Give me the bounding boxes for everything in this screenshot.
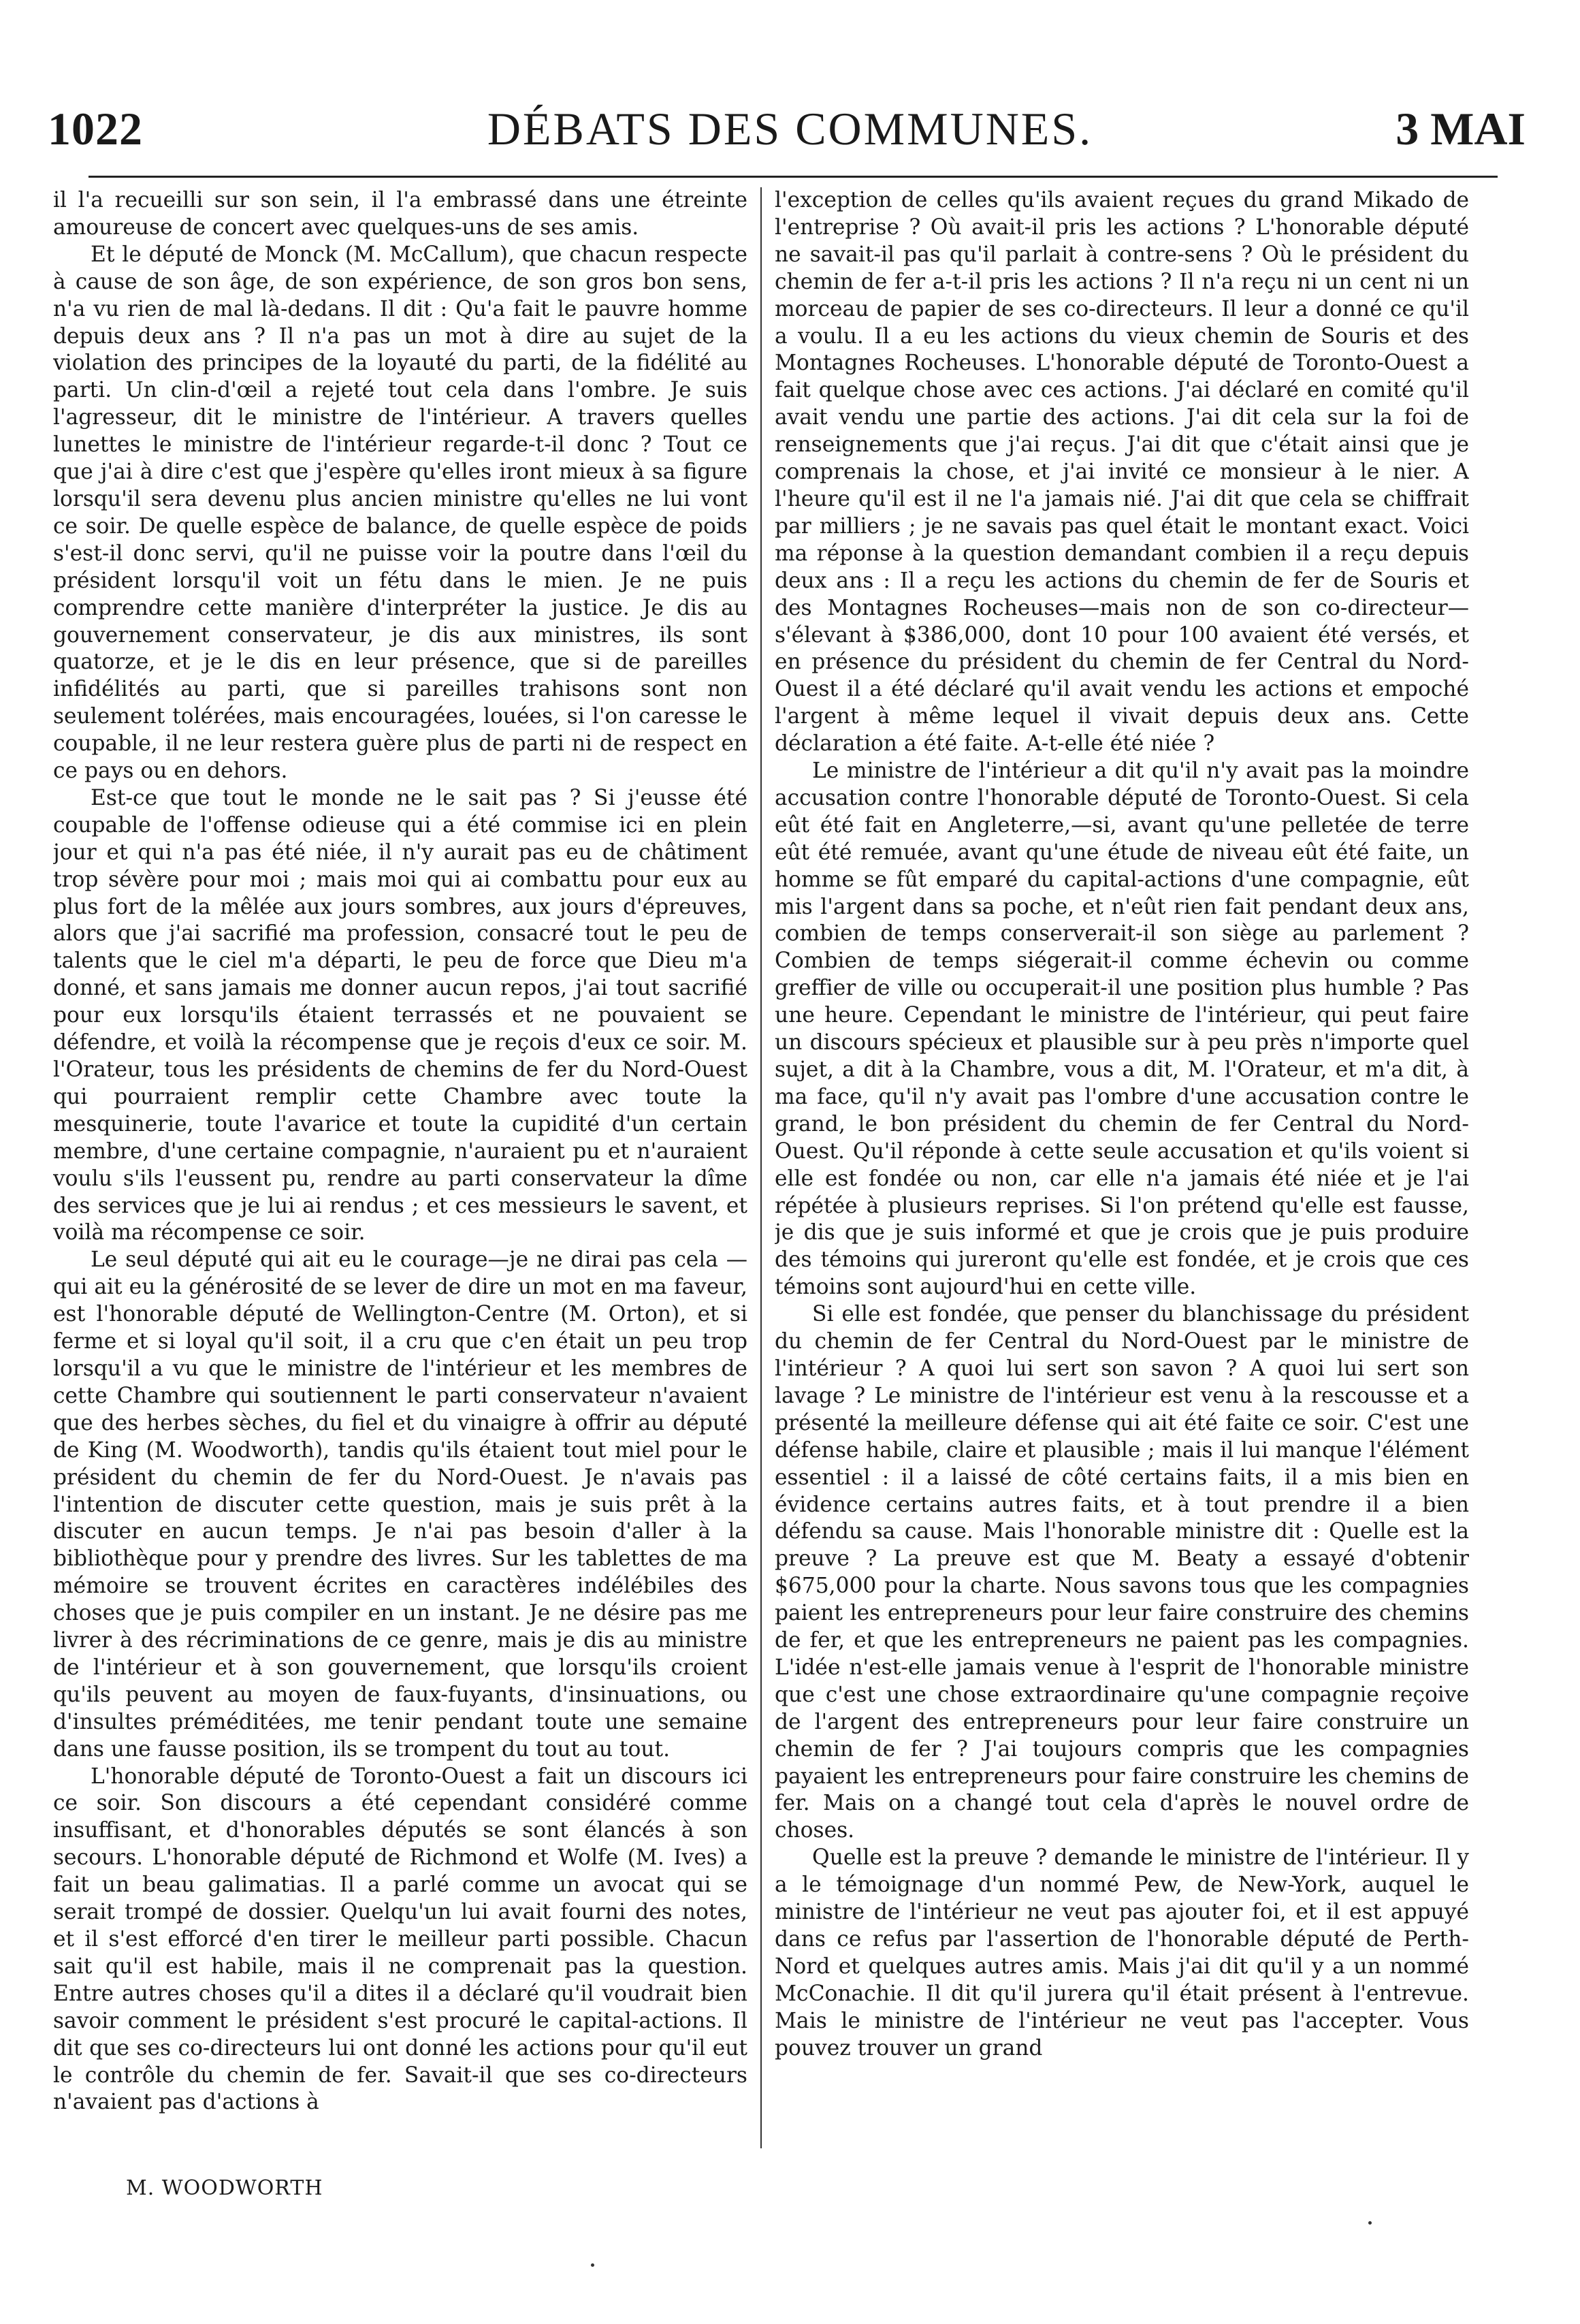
print-speck xyxy=(1368,2221,1372,2225)
paragraph: il l'a recueilli sur son sein, il l'a embrassé dans une étreinte amoureuse de concert avec quelques-uns de ses amis. xyxy=(53,188,747,240)
page-date: 3 MAI xyxy=(1396,103,1526,155)
paragraph: Le ministre de l'intérieur a dit qu'il n'y avait pas la moindre accusation contre l'honorable député de Toronto-Ouest. Si cela eût été fait en Angleterre,—si, avant qu'une pelletée de terre eût été remuée, avant qu'une étude de niveau eût été faite, un homme se fût emparé du capital-actions d'une compagnie, eût mis l'argent dans sa poche, et n'eût rien fait pendant deux ans, combien de temps conserverait-il son siège au parlement ? Combien de temps siégerait-il comme échevin ou comme greffier de ville ou occuperait-il une position plus humble ? Pas une heure. Cependant le ministre de l'intérieur, qui peut faire un discours spécieux et plausible sur à peu près n'importe quel sujet, a dit à la Chambre, vous a dit, M. l'Orateur, et m'a dit, à ma face, qu'il n'y avait pas l'ombre d'une accusation contre le grand, le bon président du chemin de fer Central du Nord-Ouest. Qu'il réponde à cette seule accusation et qu'ils voient si elle est fondée ou non, car elle n'a jamais été niée et je l'ai répétée à plusieurs reprises. Si l'on prétend qu'elle est fausse, je dis que je suis informé et que je crois que je puis produire des témoins qui jureront qu'elle est fondée, et je crois que ces témoins sont aujourd'hui en cette ville. xyxy=(775,759,1469,1300)
paragraph: Si elle est fondée, que penser du blanchissage du président du chemin de fer Central du Nord-Ouest par le ministre de l'intérieur ? A quoi lui sert son savon ? A quoi lui sert son lavage ? Le ministre de l'intérieur est venu à la rescousse et a présenté la meilleure défense qui ait été faite ce soir. C'est une défense habile, claire et plausible ; mais il lui manque l'élément essentiel : il a laissé de côté certains faits, il a mis bien en évidence certains autres faits, et à tout prendre il a bien défendu sa cause. Mais l'honorable ministre dit : Quelle est la preuve ? La preuve est que M. Beaty a essayé d'obtenir $675,000 pour la charte. Nous savons tous que les compagnies paient les entrepreneurs pour leur faire construire des chemins de fer, et que les entrepreneurs ne paient pas les compagnies. L'idée n'est-elle jamais venue à l'esprit de l'honorable ministre que c'est une chose extraordinaire qu'une compagnie reçoive de l'argent des entrepreneurs pour leur faire construire un chemin de fer ? J'ai toujours compris que les compagnies payaient les entrepreneurs pour faire construire les chemins de fer. Mais on a changé tout cela d'après le nouvel ordre de choses. xyxy=(775,1302,1469,1843)
paragraph: Est-ce que tout le monde ne le sait pas ? Si j'eusse été coupable de l'offense odieuse qui a été commise ici en plein jour et qui n'a pas été niée, il n'y aurait pas eu de châtiment trop sévère pour moi ; mais moi qui ai combattu pour eux au plus fort de la mêlée aux jours sombres, aux jours d'épreuves, alors que j'ai sacrifié ma profession, consacré tout le peu de talents que le ciel m'a départi, le peu de force que Dieu m'a donné, et sans jamais me donner aucun repos, j'ai tout sacrifié pour eux lorsqu'ils étaient terrassés et ne pouvaient se défendre, et voilà la récompense que je reçois d'eux ce soir. M. l'Orateur, tous les présidents de chemins de fer du Nord-Ouest qui pourraient remplir cette Chambre avec toute la mesquinerie, toute l'avarice et toute la cupidité d'un certain membre, d'une certaine compagnie, n'auraient pu et n'auraient voulu s'ils l'eussent pu, rendre au parti conservateur la dîme des services que je lui ai rendus ; et ces messieurs le savent, et voilà ma récompense ce soir. xyxy=(53,785,747,1245)
page-header xyxy=(41,102,1539,177)
paragraph: Le seul député qui ait eu le courage—je ne dirai pas cela —qui ait eu la générosité de se lever de dire un mot en ma faveur, est l'honorable député de Wellington-Centre (M. Orton), et si ferme et si loyal qu'il soit, il a cru que c'en était un peu trop lorsqu'il a vu que le ministre de l'intérieur et les membres de cette Chambre qui soutiennent le parti conservateur n'avaient que des herbes sèches, du fiel et du vinaigre à offrir au député de King (M. Woodworth), tandis qu'ils étaient tout miel pour le président du chemin de fer du Nord-Ouest. Je n'avais pas l'intention de discuter cette question, mais je suis prêt à la discuter en aucun temps. Je n'ai pas besoin d'aller à la bibliothèque pour y prendre des livres. Sur les tablettes de ma mémoire se trouvent écrites en caractères indélébiles des choses que je puis compiler en un instant. Je ne désire pas me livrer à des récriminations de ce genre, mais je dis au ministre de l'intérieur et à son gouvernement, que lorsqu'ils croient qu'ils peuvent au moyen de faux-fuyants, d'insinuations, ou d'insultes préméditées, me tenir pendant toute une semaine dans une fausse position, ils se trompent du tout au tout. xyxy=(53,1247,747,1762)
page-number: 1022 xyxy=(48,103,143,155)
right-column xyxy=(775,187,1469,2148)
paragraph: Et le député de Monck (M. McCallum), que chacun respecte à cause de son âge, de son expérience, de son gros bon sens, n'a vu rien de mal là-dedans. Il dit : Qu'a fait le pauvre homme depuis deux ans ? Il n'a pas un mot à dire au sujet de la violation des principes de la loyauté du parti, de la fidélité au parti. Un clin-d'œil a rejeté tout cela dans l'ombre. Je suis l'agresseur, dit le ministre de l'intérieur. A travers quelles lunettes le ministre de l'intérieur regarde-t-il donc ? Tout ce que j'ai à dire c'est que j'espère qu'elles iront mieux à sa figure lorsqu'il sera devenu plus ancien ministre qu'elles ne lui vont ce soir. De quelle espèce de balance, de quelle espèce de poids s'est-il donc servi, qu'il ne puisse voir la poutre dans l'œil du président lorsqu'il voit un fétu dans le mien. Je ne puis comprendre cette manière d'interpréter la justice. Je dis au gouvernement conservateur, je dis aux ministres, ils sont quatorze, et je le dis en leur présence, que si de pareilles infidélités au parti, que si pareilles trahisons sont non seulement tolérées, mais encouragées, louées, si l'on caresse le coupable, il ne leur restera guère plus de parti ni de respect en ce pays ou en dehors. xyxy=(53,242,747,784)
paragraph: L'honorable député de Toronto-Ouest a fait un discours ici ce soir. Son discours a été cependant considéré comme insuffisant, et d'honorables députés se sont élancés à son secours. L'honorable député de Richmond et Wolfe (M. Ives) a fait un beau galimatias. Il a parlé comme un avocat qui se serait trompé de dossier. Quelqu'un lui avait fourni des notes, et il s'est efforcé d'en tirer le meilleur parti possible. Chacun sait qu'il est habile, mais il ne comprenait pas la question. Entre autres choses qu'il a dites il a déclaré qu'il voudrait bien savoir comment le président s'est procuré le capital-actions. Il dit que ses co-directeurs lui ont donné les actions pour qu'il eut le contrôle du chemin de fer. Savait-il que ses co-directeurs n'avaient pas d'actions à xyxy=(53,1764,747,2115)
speaker-footer: M. WOODWORTH xyxy=(126,2176,323,2200)
print-speck xyxy=(591,2263,594,2267)
paragraph: Quelle est la preuve ? demande le ministre de l'intérieur. Il y a le témoignage d'un nommé Pew, de New-York, auquel le ministre de l'intérieur ne veut pas ajouter foi, et il est appuyé dans ce refus par l'assertion de l'honorable député de Perth-Nord et quelques autres amis. Mais j'ai dit qu'il y a un nommé McConachie. Il dit qu'il jurera qu'il était présent à l'entrevue. Mais le ministre de l'intérieur ne veut pas l'accepter. Vous pouvez trouver un grand xyxy=(775,1845,1469,2060)
left-column xyxy=(53,187,747,2148)
page-title: DÉBATS DES COMMUNES. xyxy=(487,103,1093,155)
paragraph: l'exception de celles qu'ils avaient reçues du grand Mikado de l'entreprise ? Où avait-il pris les actions ? L'honorable député ne savait-il pas qu'il parlait à contre-sens ? Où le président du chemin de fer a-t-il pris les actions ? Il n'a reçu ni un cent ni un morceau de papier de ses co-directeurs. Il leur a donné ce qu'il a voulu. Il a eu les actions du vieux chemin de Souris et des Montagnes Rocheuses. L'honorable député de Toronto-Ouest a fait quelque chose avec ces actions. J'ai déclaré en comité qu'il avait vendu une partie des actions. J'ai dit cela sur la foi de renseignements que j'ai reçus. J'ai dit que c'était ainsi que je comprenais la chose, et j'ai invité ce monsieur à le nier. A l'heure qu'il est il ne l'a jamais nié. J'ai dit que cela se chiffrait par milliers ; je ne savais pas quel était le montant exact. Voici ma réponse à la question demandant combien il a reçu depuis deux ans : Il a reçu les actions du chemin de fer de Souris et des Montagnes Rocheuses—mais non de son co-directeur—s'élevant à $386,000, dont 10 pour 100 avaient été versés, et en présence du président du chemin de fer Central du Nord-Ouest il a été déclaré qu'il avait vendu les actions et empoché l'argent à même lequel il vivait depuis deux ans. Cette déclaration a été faite. A-t-elle été niée ? xyxy=(775,188,1469,757)
column-separator xyxy=(760,187,762,2148)
header-rule xyxy=(88,176,1498,178)
